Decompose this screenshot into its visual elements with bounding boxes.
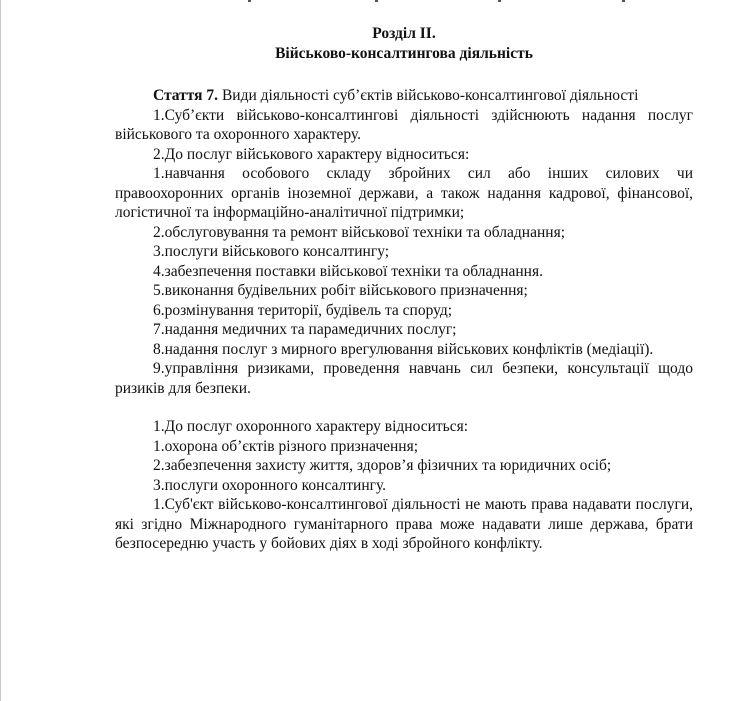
list-item: 9.управління ризиками, проведення навчань сил безпеки, консультації щодо ризиків для безпеки. (115, 360, 693, 397)
list-item: 5.виконання будівельних робіт військового призначення; (153, 282, 528, 299)
page-edge-line (0, 0, 1, 701)
list-item: 1.навчання особового складу збройних сил або інших силових чи правоохоронних органів іноземної держави, а також надання кадрової, фінансової, логістичної та інформаційно-аналітичної підтримки; (115, 165, 693, 221)
list-item: 8.надання послуг з мирного врегулювання військових конфліктів (медіації). (153, 340, 654, 358)
paragraph: 1.Суб’єкти військово-консалтингові діяльності здійснюють надання послуг військового та охоронного характеру. (115, 106, 693, 143)
list-item: 6.розмінування території, будівель та споруд; (153, 301, 453, 319)
list-item: 2.обслуговування та ремонт військової техніки та обладнання; (153, 223, 565, 241)
article-heading (115, 86, 693, 106)
section-heading (115, 24, 693, 64)
list-item: 1.охорона об’єктів різного призначення; (153, 437, 419, 455)
list-item: 3.послуги охоронного консалтингу. (153, 476, 387, 494)
section-label: Розділ ІІ. (372, 25, 436, 42)
list-item: 3.послуги військового консалтингу; (153, 243, 390, 260)
top-edge-marks (0, 0, 744, 4)
article-heading-text: Види діяльності суб’єктів військово-консалтингової діяльності (218, 87, 639, 104)
list-item: 2.забезпечення захисту життя, здоров’я фізичних та юридичних осіб; (153, 457, 612, 474)
paragraph: 1.До послуг охоронного характеру відноситься: (153, 418, 469, 435)
paragraph: 2.До послуг військового характеру відноситься: (153, 145, 470, 163)
section-title: Військово-консалтингова діяльність (275, 45, 533, 62)
blank-line (115, 398, 693, 417)
article-number: Стаття 7. (153, 87, 219, 104)
list-item: 4.забезпечення поставки військової техніки та обладнання. (153, 262, 543, 280)
paragraph: 1.Суб'єкт військово-консалтингової діяльності не мають права надавати послуги, які згідно Міжнародного гуманітарного права може надавати лише держава, брати безпосередню участь у бойових діях в ході збройного конфлікту. (115, 496, 693, 552)
list-item: 7.надання медичних та парамедичних послуг; (153, 321, 457, 338)
document-page (115, 24, 693, 554)
